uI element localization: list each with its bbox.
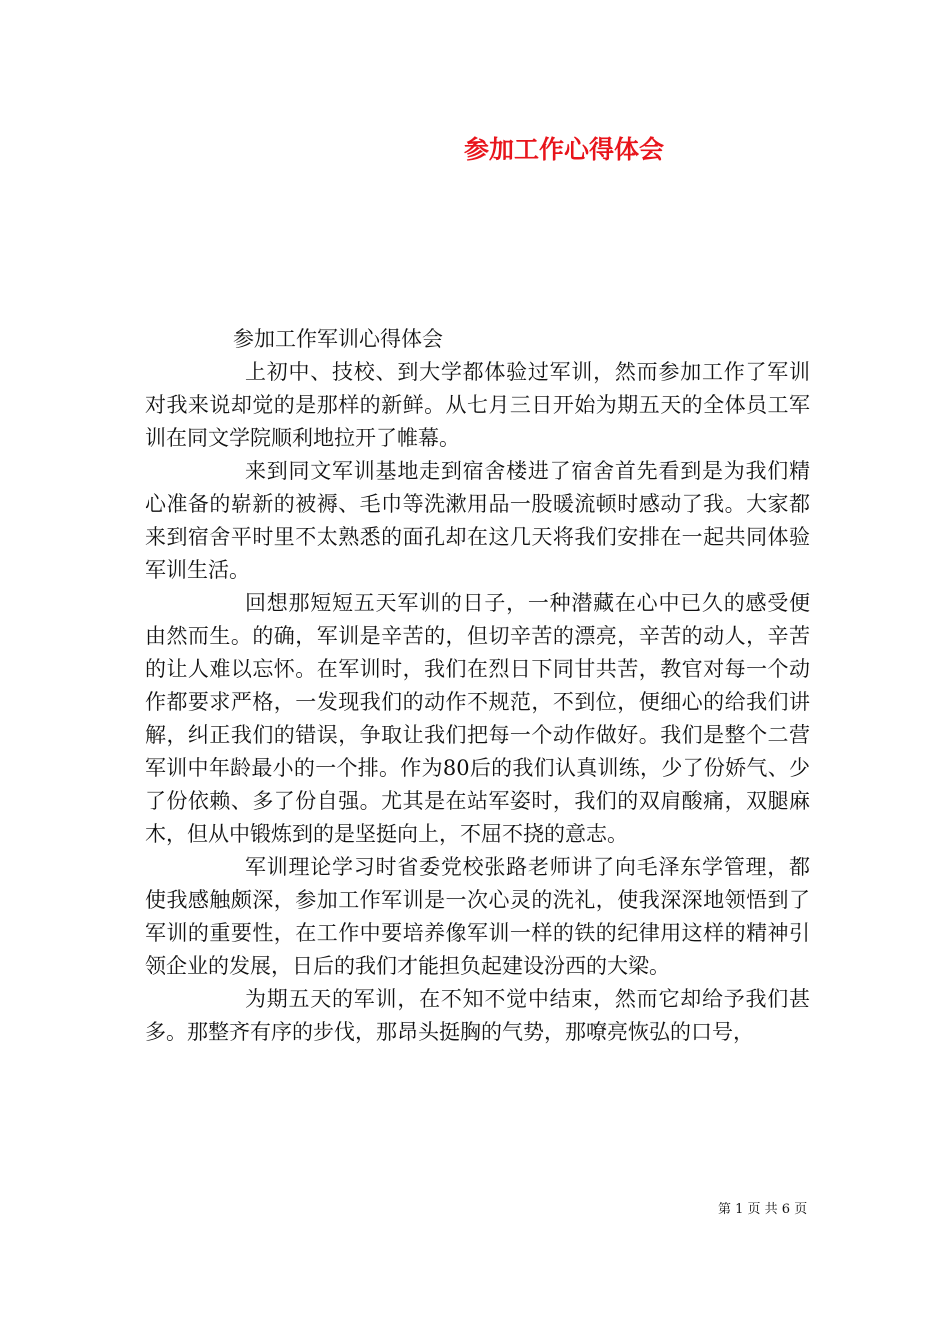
document-subtitle: 参加工作军训心得体会 (233, 327, 443, 351)
paragraph: 回想那短短五天军训的日子，一种潜藏在心中已久的感受便由然而生。的确，军训是辛苦的，但切辛苦的漂亮，辛苦的动人，辛苦的让人难以忘怀。在军训时，我们在烈日下同甘共苦，教官对每一个动作都要求严格，一发现我们的动作不规范，不到位，便细心的给我们讲解，纠正我们的错误，争取让我们把每一个动作做好。我们是整个二营军训中年龄最小的一个排。作为80后的我们认真训练，少了份娇气、少了份依赖、多了份自强。尤其是在站军姿时，我们的双肩酸痛，双腿麻木，但从中锻炼到的是坚挺向上，不屈不挠的意志。 (145, 591, 810, 846)
page-number: 第 1 页 共 6 页 (718, 1202, 808, 1217)
paragraph: 为期五天的军训，在不知不觉中结束，然而它却给予我们甚多。那整齐有序的步伐，那昂头挺胸的气势，那嘹亮恢弘的口号， (145, 987, 810, 1044)
paragraph: 来到同文军训基地走到宿舍楼进了宿舍首先看到是为我们精心准备的崭新的被褥、毛巾等洗漱用品一股暖流顿时感动了我。大家都来到宿舍平时里不太熟悉的面孔却在这几天将我们安排在一起共同体验军训生活。 (145, 459, 810, 582)
document-title: 参加工作心得体会 (463, 135, 664, 164)
paragraph: 军训理论学习时省委党校张路老师讲了向毛泽东学管理，都使我感触颇深，参加工作军训是一次心灵的洗礼，使我深深地领悟到了军训的重要性，在工作中要培养像军训一样的铁的纪律用这样的精神引领企业的发展，日后的我们才能担负起建设汾西的大梁。 (145, 855, 810, 978)
document-body (145, 323, 810, 1049)
paragraph: 上初中、技校、到大学都体验过军训，然而参加工作了军训对我来说却觉的是那样的新鲜。从七月三日开始为期五天的全体员工军训在同文学院顺利地拉开了帷幕。 (145, 360, 810, 450)
